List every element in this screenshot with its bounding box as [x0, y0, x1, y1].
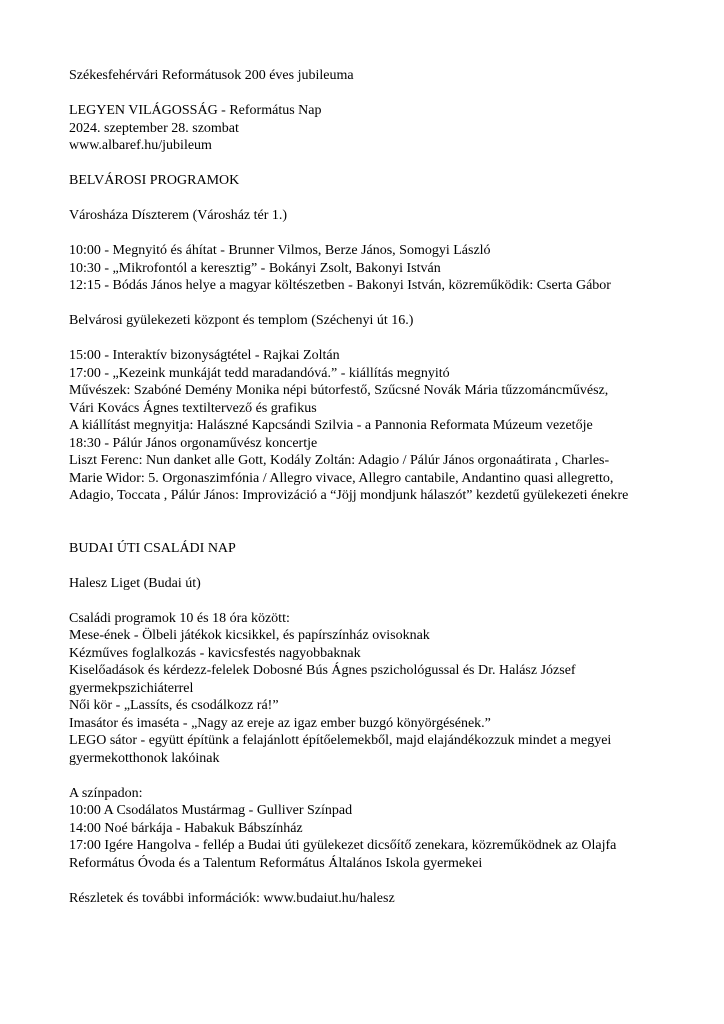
program-list-stage — [69, 785, 709, 873]
program-item: Imasátor és imaséta - „Nagy az ereje az igaz ember buzgó könyörgésének.” — [69, 715, 491, 731]
program-item: LEGO sátor - együtt építünk a felajánlott építőelemekből, majd elajándékozzuk mindet a megyei — [69, 733, 612, 748]
program-item: 18:30 - Pálúr János orgonaművész koncertje — [69, 435, 318, 451]
document-title: Székesfehérvári Reformátusok 200 éves jubileuma — [69, 68, 354, 83]
program-item: Kézműves foglalkozás - kavicsfestés nagyobbaknak — [69, 645, 361, 661]
section-heading-belvarosi: BELVÁROSI PROGRAMOK — [69, 173, 240, 188]
venue-varoshaza: Városháza Díszterem (Városház tér 1.) — [69, 208, 288, 223]
section-heading-budai: BUDAI ÚTI CSALÁDI NAP — [69, 540, 236, 556]
program-item: Adagio, Toccata , Pálúr János: Improvizáció a “Jöjj mondjunk hálaszót” kezdetű gyülekezeti énekre — [69, 488, 629, 503]
event-url: www.albaref.hu/jubileum — [69, 138, 212, 153]
event-name: LEGYEN VILÁGOSSÁG - Református Nap — [69, 103, 322, 118]
program-item: 10:00 - Megnyitó és áhítat - Brunner Vilmos, Berze János, Somogyi László — [69, 243, 491, 258]
document-page — [69, 67, 709, 907]
program-list-gyulekezeti-kozpont — [69, 347, 709, 505]
program-item: gyermekotthonok lakóinak — [69, 750, 220, 766]
program-item: 17:00 - „Kezeink munkáját tedd maradandóvá.” - kiállítás megnyitó — [69, 365, 450, 381]
program-item: Liszt Ferenc: Nun danket alle Gott, Kodály Zoltán: Adagio / Pálúr János orgonaátirata , Charles- — [69, 453, 610, 468]
program-item: Vári Kovács Ágnes textiltervező és grafikus — [69, 400, 317, 416]
footer-more-info: Részletek és további információk: www.budaiut.hu/halesz — [69, 890, 395, 906]
program-item: Művészek: Szabóné Demény Monika népi bútorfestő, Szűcsné Novák Mária tűzzománcművész, — [69, 383, 609, 398]
program-item: 10:00 A Csodálatos Mustármag - Gulliver Színpad — [69, 803, 353, 818]
program-item: A színpadon: — [69, 785, 143, 801]
program-item: Kiselőadások és kérdezz-felelek Dobosné Bús Ágnes pszichológussal és Dr. Halász József — [69, 663, 576, 678]
event-date: 2024. szeptember 28. szombat — [69, 120, 239, 136]
program-item: 10:30 - „Mikrofontól a keresztig” - Bokányi Zsolt, Bakonyi István — [69, 260, 441, 276]
program-list-varoshaza — [69, 242, 709, 295]
program-item: 17:00 Igére Hangolva - fellép a Budai úti gyülekezet dicsőítő zenekara, közreműködnek az Olajfa — [69, 838, 617, 853]
venue-halesz-liget: Halesz Liget (Budai út) — [69, 575, 201, 591]
program-item: gyermekpszichiáterrel — [69, 680, 194, 696]
venue-gyulekezeti-kozpont: Belvárosi gyülekezeti központ és templom (Széchenyi út 16.) — [69, 313, 414, 328]
program-item: 15:00 - Interaktív bizonyságtétel - Rajkai Zoltán — [69, 348, 340, 363]
program-item: Marie Widor: 5. Orgonaszimfónia / Allegro vivace, Allegro cantabile, Andantino quasi allegretto, — [69, 470, 614, 486]
program-item: Családi programok 10 és 18 óra között: — [69, 610, 290, 626]
program-item: A kiállítást megnyitja: Halászné Kapcsándi Szilvia - a Pannonia Reformata Múzeum vezetője — [69, 418, 593, 433]
program-list-family — [69, 610, 709, 768]
program-item: Női kör - „Lassíts, és csodálkozz rá!” — [69, 698, 279, 713]
program-item: Mese-ének - Ölbeli játékok kicsikkel, és papírszínház ovisoknak — [69, 628, 430, 643]
program-item: 12:15 - Bódás János helye a magyar költészetben - Bakonyi István, közreműködik: Cserta Gábor — [69, 278, 611, 293]
program-item: 14:00 Noé bárkája - Habakuk Bábszínház — [69, 820, 303, 836]
program-item: Református Óvoda és a Talentum Református Általános Iskola gyermekei — [69, 855, 483, 871]
